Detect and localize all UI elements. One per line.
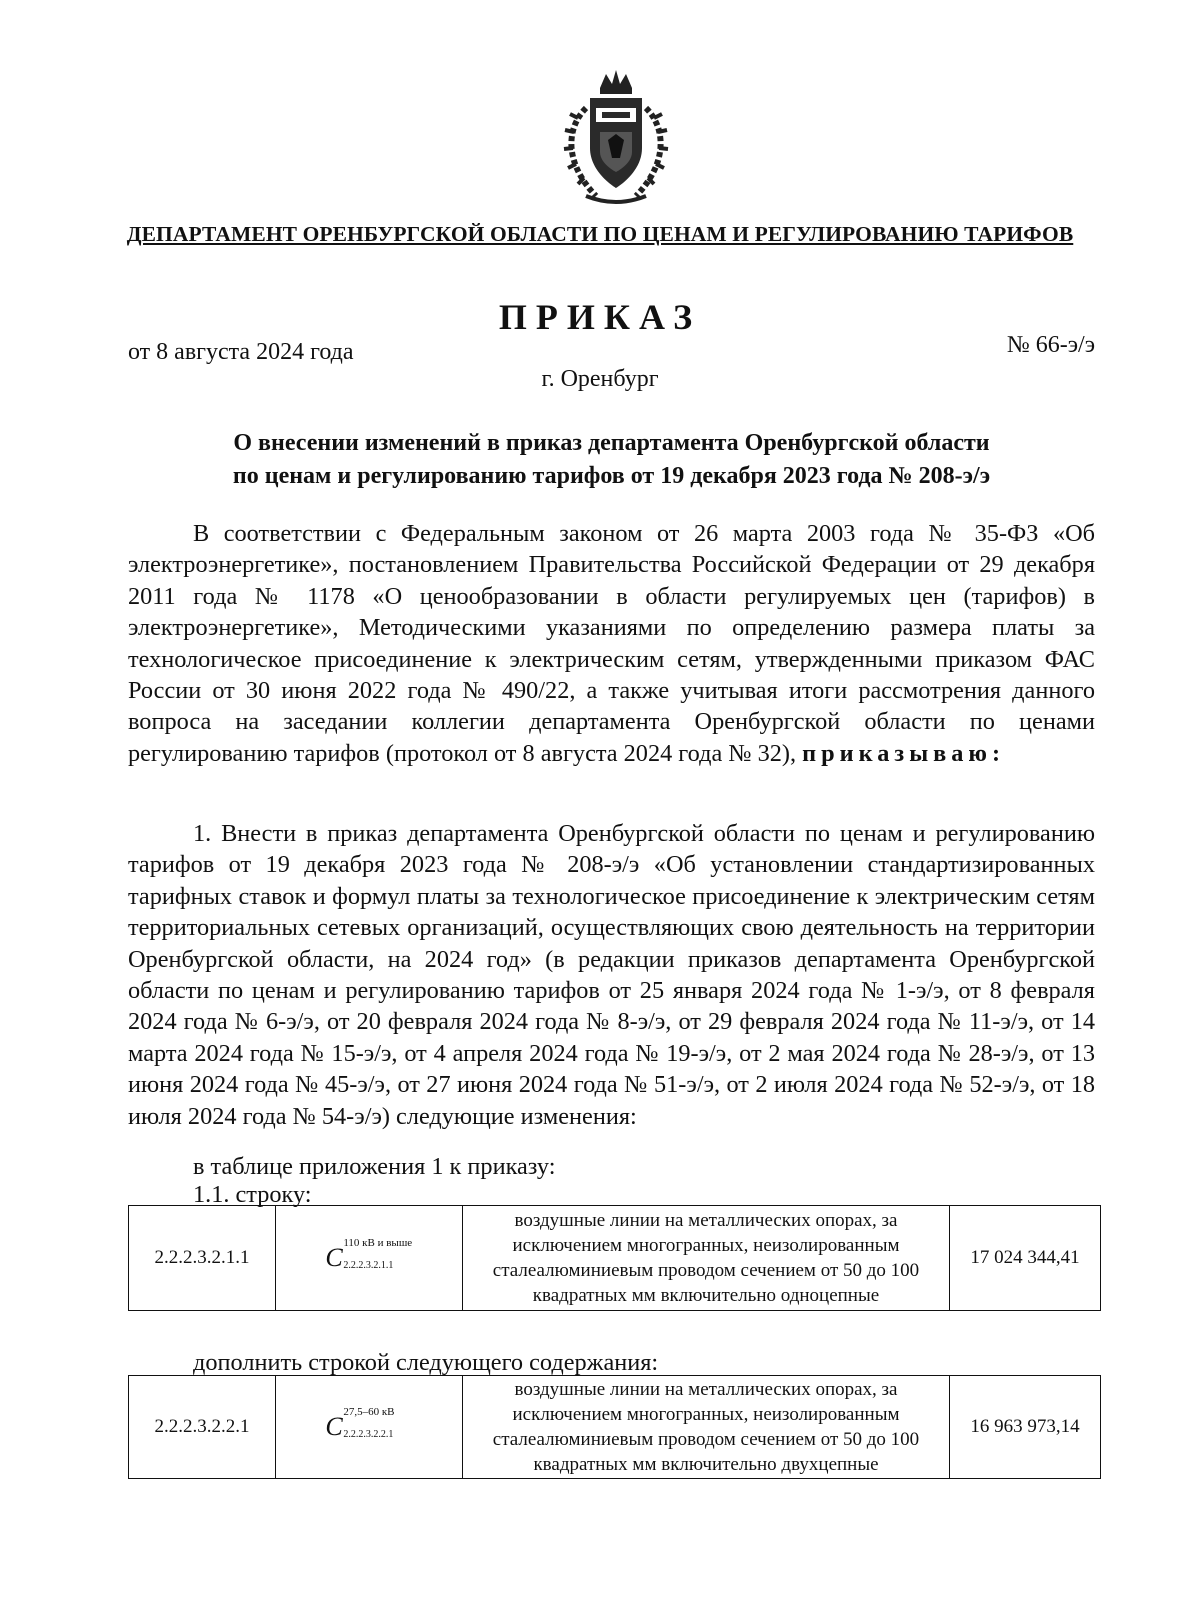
table-row xyxy=(129,1206,1101,1311)
preamble-text: В соответствии с Федеральным законом от 26 марта 2003 года № 35-ФЗ «Об электроэнергетике», постановлением Правительства Российской Федерации от 29 декабря 2011 года № 1178 «О ценообразовании в области регулируемых цен (тарифов) в электроэнергетике», Методическими указаниями по определению размера платы за технологическое присоединение к электрическим сетям, утвержденными приказом ФАС России от 30 июня 2022 года № 490/22, а также учитывая итоги рассмотрения данного вопроса на заседании коллегии департамента Оренбургской области по ценами регулированию тарифов (протокол от 8 августа 2024 года № 32), xyxy=(128,520,1095,767)
document-type-title: ПРИКАЗ xyxy=(498,297,702,337)
rate-formula xyxy=(325,1406,412,1442)
formula-base: C xyxy=(325,1412,343,1441)
formula-subscript: 2.2.2.3.2.1.1 xyxy=(343,1260,394,1271)
department-name: ДЕПАРТАМЕНТ ОРЕНБУРГСКОЙ ОБЛАСТИ ПО ЦЕНАМ И РЕГУЛИРОВАНИЮ ТАРИФОВ xyxy=(126,222,1074,246)
row-formula xyxy=(276,1376,463,1479)
row-value: 16 963 973,14 xyxy=(950,1376,1101,1479)
tariff-table-existing-row xyxy=(128,1205,1101,1311)
tariff-table-new-row xyxy=(128,1375,1101,1479)
subject-line-2: по ценам и регулированию тарифов от 19 декабря 2023 года № 208-э/э xyxy=(232,463,991,489)
row-code: 2.2.2.3.2.2.1 xyxy=(129,1376,276,1479)
add-row-intro-line: дополнить строкой следующего содержания: xyxy=(193,1349,659,1376)
row-code: 2.2.2.3.2.1.1 xyxy=(129,1206,276,1311)
table-row xyxy=(129,1376,1101,1479)
table-reference-line: в таблице приложения 1 к приказу: xyxy=(193,1153,556,1180)
order-keyword: приказываю: xyxy=(802,739,1006,767)
rate-formula xyxy=(325,1237,413,1273)
formula-base: C xyxy=(325,1243,343,1272)
formula-superscript: 110 кВ и выше xyxy=(343,1237,413,1249)
row-description: воздушные линии на металлических опорах, за исключением многогранных, неизолированным сталеалюминиевым проводом сечением от 50 до 100 квадратных мм включительно двухцепные xyxy=(463,1376,950,1479)
preamble-paragraph xyxy=(128,518,1095,769)
order-number: № 66-э/э xyxy=(1006,332,1095,358)
item-1-paragraph: 1. Внести в приказ департамента Оренбургской области по ценам и регулированию тарифов от 19 декабря 2023 года № 208-э/э «Об установлении стандартизированных тарифных ставок и формул платы за технологическое присоединение к электрическим сетям территориальных сетевых организаций, осуществляющих свою деятельность на территории Оренбургской области, на 2024 год» (в редакции приказов департамента Оренбургской области по ценам и регулированию тарифов от 25 января 2024 года № 1-э/э, от 8 февраля 2024 года № 6-э/э, от 20 февраля 2024 года № 8-э/э, от 29 февраля 2024 года № 11-э/э, от 14 марта 2024 года № 15-э/э, от 4 апреля 2024 года № 19-э/э, от 2 мая 2024 года № 28-э/э, от 13 июня 2024 года № 45-э/э, от 27 июня 2024 года № 51-э/э, от 2 июля 2024 года № 52-э/э, от 18 июля 2024 года № 54-э/э) следующие изменения: xyxy=(128,820,1095,1130)
row-value: 17 024 344,41 xyxy=(950,1206,1101,1311)
formula-subscript: 2.2.2.3.2.2.1 xyxy=(343,1429,394,1440)
order-date: от 8 августа 2024 года xyxy=(128,339,354,365)
formula-superscript: 27,5–60 кВ xyxy=(343,1406,395,1418)
subject-line-1: О внесении изменений в приказ департамента Оренбургской области xyxy=(233,430,990,456)
row-description: воздушные линии на металлических опорах, за исключением многогранных, неизолированным сталеалюминиевым проводом сечением от 50 до 100 квадратных мм включительно одноцепные xyxy=(463,1206,950,1311)
city-name: г. Оренбург xyxy=(541,366,659,392)
row-intro-line: 1.1. строку: xyxy=(193,1181,312,1208)
order-subject xyxy=(128,427,1095,493)
row-formula xyxy=(276,1206,463,1311)
coat-of-arms-emblem xyxy=(556,68,676,208)
